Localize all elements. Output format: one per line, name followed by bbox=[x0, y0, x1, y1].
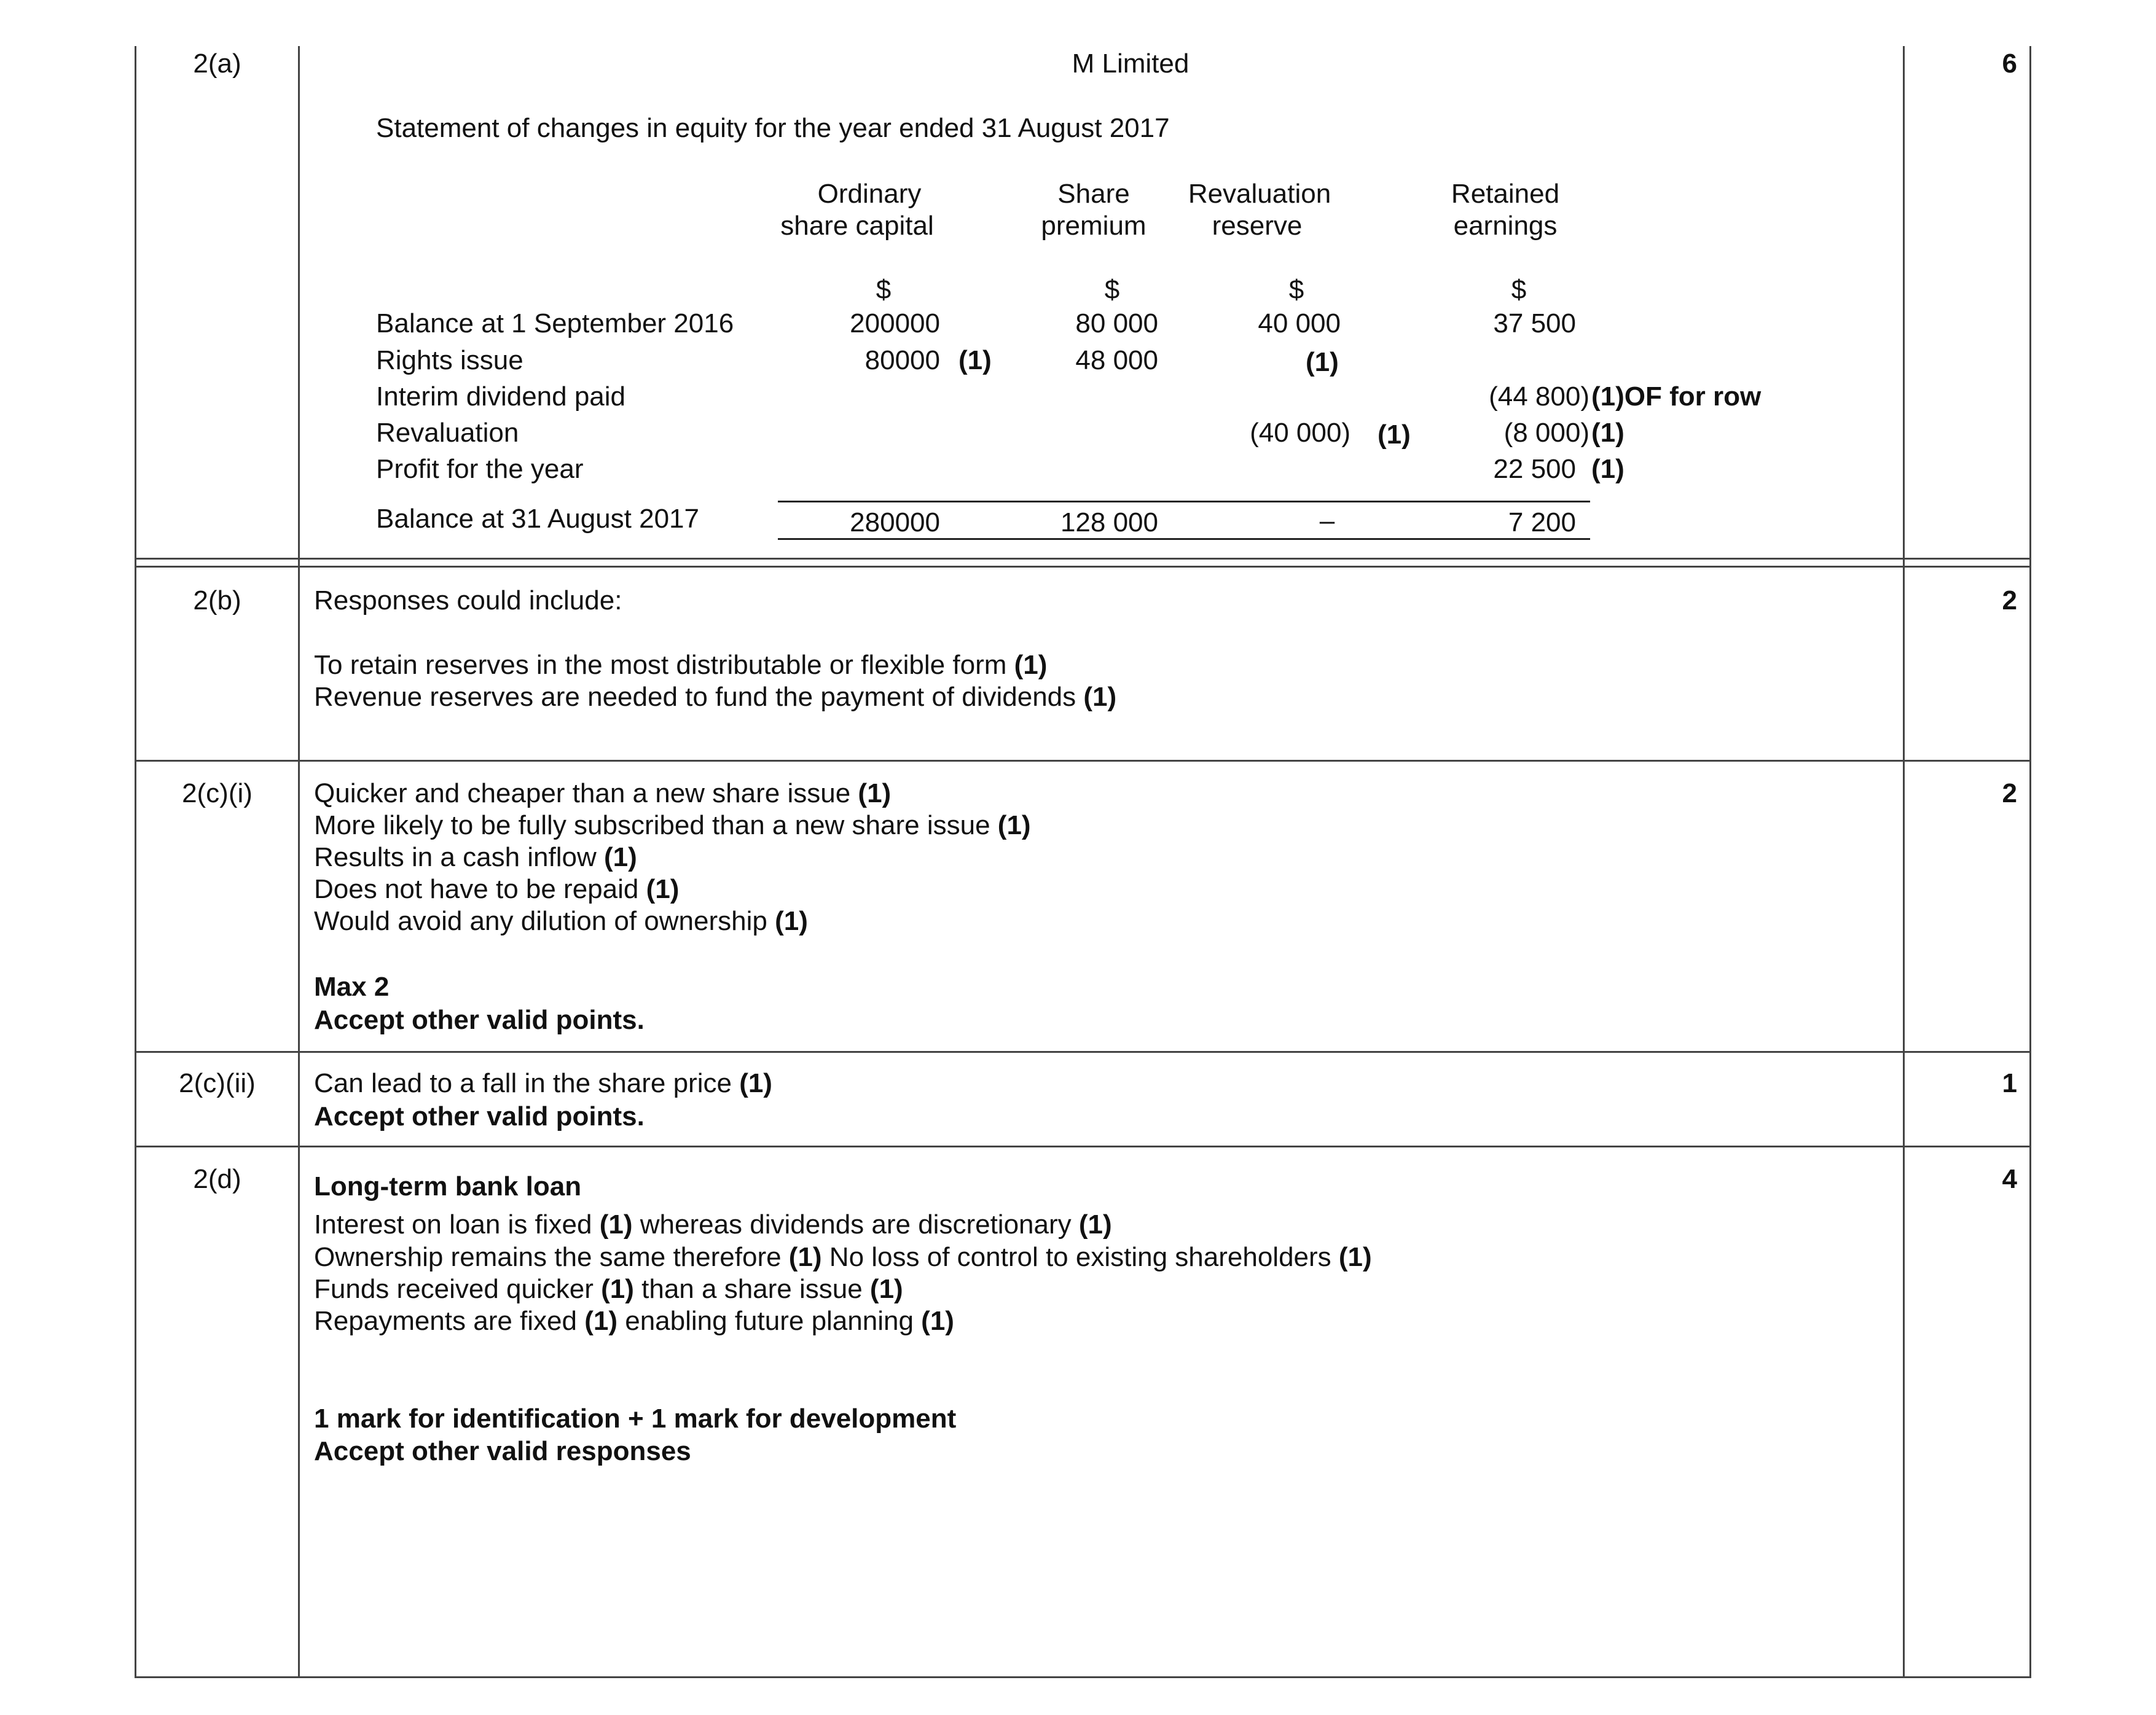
d-line-4: Repayments are fixed (1) enabling future planning (1) bbox=[314, 1306, 954, 1336]
d-line-3: Funds received quicker (1) than a share issue (1) bbox=[314, 1274, 903, 1304]
ci-point-3: Results in a cash inflow (1) bbox=[314, 842, 637, 872]
ci-max-note: Max 2 bbox=[314, 972, 390, 1002]
column-divider-question bbox=[298, 46, 300, 1678]
b-intro: Responses could include: bbox=[314, 585, 622, 615]
row-divider-a-b-bottom bbox=[135, 566, 2031, 568]
statement-title: Statement of changes in equity for the year ended 31 August 2017 bbox=[376, 113, 1170, 143]
cii-point-1: Can lead to a fall in the share price (1) bbox=[314, 1068, 772, 1098]
ci-point-4: Does not have to be repaid (1) bbox=[314, 874, 680, 904]
marks-2cii: 1 bbox=[2002, 1068, 2017, 1098]
table-border-left bbox=[135, 46, 136, 1678]
question-number-2b: 2(b) bbox=[193, 585, 241, 615]
question-number-2ci: 2(c)(i) bbox=[182, 778, 253, 808]
question-number-2d: 2(d) bbox=[193, 1164, 241, 1194]
total-rule-bottom bbox=[778, 538, 1590, 540]
row-divider-cii-d bbox=[135, 1146, 2031, 1147]
question-number-2a: 2(a) bbox=[193, 49, 241, 79]
d-heading: Long-term bank loan bbox=[314, 1171, 582, 1201]
table-border-right bbox=[2029, 46, 2031, 1678]
ci-point-5: Would avoid any dilution of ownership (1) bbox=[314, 906, 808, 936]
ci-point-2: More likely to be fully subscribed than a new share issue (1) bbox=[314, 810, 1031, 840]
total-rule-top bbox=[778, 501, 1590, 502]
marks-2b: 2 bbox=[2002, 585, 2017, 615]
d-accept-note: Accept other valid responses bbox=[314, 1436, 691, 1466]
column-divider-marks bbox=[1903, 46, 1905, 1678]
ci-point-1: Quicker and cheaper than a new share issue (1) bbox=[314, 778, 892, 808]
d-line-2: Ownership remains the same therefore (1) No loss of control to existing shareholders (1) bbox=[314, 1242, 1372, 1272]
table-border-bottom bbox=[135, 1676, 2031, 1678]
ci-accept-note: Accept other valid points. bbox=[314, 1005, 645, 1035]
marks-2a: 6 bbox=[2002, 49, 2017, 79]
b-point-1: To retain reserves in the most distributable or flexible form (1) bbox=[314, 650, 1048, 680]
marks-2d: 4 bbox=[2002, 1164, 2017, 1194]
row-divider-ci-cii bbox=[135, 1051, 2031, 1053]
d-line-1: Interest on loan is fixed (1) whereas dividends are discretionary (1) bbox=[314, 1209, 1112, 1240]
row-divider-a-b-top bbox=[135, 558, 2031, 560]
question-number-2cii: 2(c)(ii) bbox=[179, 1068, 256, 1098]
cii-accept-note: Accept other valid points. bbox=[314, 1101, 645, 1131]
b-point-2: Revenue reserves are needed to fund the payment of dividends (1) bbox=[314, 682, 1117, 712]
d-marking-note: 1 mark for identification + 1 mark for development bbox=[314, 1404, 957, 1434]
company-name: M Limited bbox=[1072, 49, 1190, 79]
marks-2ci: 2 bbox=[2002, 778, 2017, 808]
row-divider-b-ci bbox=[135, 760, 2031, 762]
